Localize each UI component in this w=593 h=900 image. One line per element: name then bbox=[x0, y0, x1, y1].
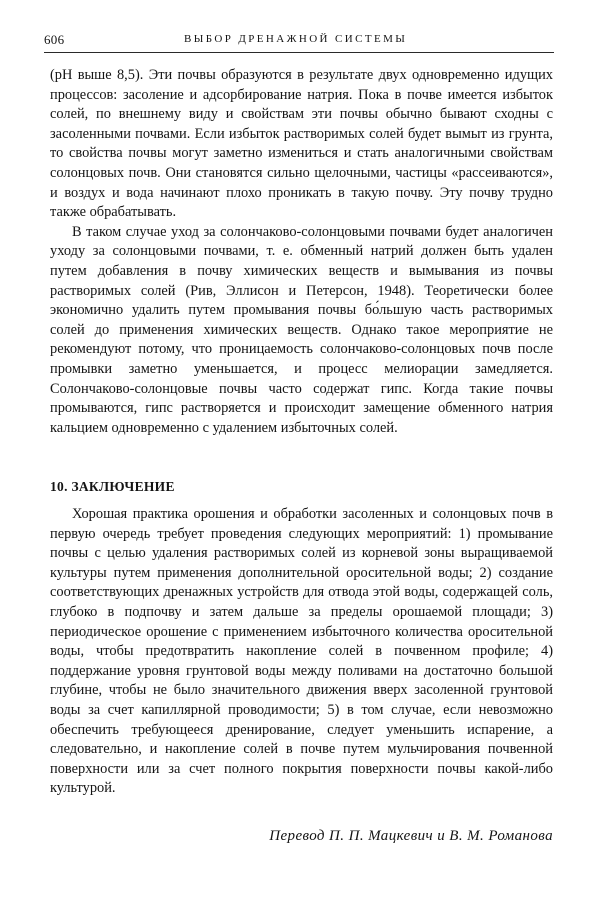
translator-credit: Перевод П. П. Мацкевич и В. М. Романова bbox=[269, 828, 553, 844]
conclusion-paragraph: Хорошая практика орошения и обработки засоленных и солонцовых почв в первую очередь требует проведения следующих мероприятий: 1) промывание почвы с целью удаления растворимых солей из корневой зоны выращиваемой культуры путем применения дополнительной оросительной воды; 2) создание соответствующих дренажных устройств для отвода этой воды, содержащей соль, глубоко в подпочву и затем дальше за пределы орошаемой площади; 3) периодическое орошение с применением избыточного количества оросительной воды, чтобы предотвратить накопление солей в почвенном профиле; 4) поддержание уровня грунтовой воды между поливами на достаточно большой глубине, чтобы не было значительного движения вверх засоленной грунтовой воды за счет капиллярной проводимости; 5) в том случае, если невозможно обеспечить требующееся дренирование, следует уменьшить испарение, а следовательно, и накопление солей в почве путем мульчирования почвенной поверхности или за счет полного покрытия поверхности почвы какой-либо культурой. bbox=[50, 506, 553, 797]
body-text-upper bbox=[50, 66, 553, 438]
running-title: ВЫБОР ДРЕНАЖНОЙ СИСТЕМЫ bbox=[184, 33, 408, 45]
body-text-conclusion bbox=[50, 505, 553, 799]
page-header bbox=[44, 30, 554, 53]
paragraph: В таком случае уход за солончаково-солонцовыми почвами будет аналогичен уходу за солонцовыми почвами, т. е. обменный натрий должен быть удален путем добавления в почву химических веществ и вымывания из почвы растворимых солей (Рив, Эллисон и Петерсон, 1948). Теоретически более экономично удалить путем промывания почвы бо́льшую часть растворимых солей до применения химических веществ. Однако такое мероприятие не рекомендуют потому, что проницаемость солончаково-солонцовых почв после промывки заметно уменьшается, и процесс мелиорации замедляется. Солончаково-солонцовые почвы часто содержат гипс. Когда такие почвы промываются, гипс растворяется и происходит замещение обменного натрия кальцием одновременно с удалением избыточных солей. bbox=[50, 223, 553, 436]
section-heading: 10. ЗАКЛЮЧЕНИЕ bbox=[50, 479, 175, 494]
page-number: 606 bbox=[44, 32, 65, 47]
paragraph-continued: (pH выше 8,5). Эти почвы образуются в результате двух одновременно идущих процессов: засоление и адсорбирование натрия. Пока в почве имеется избыток солей, по внешнему виду и свойствам эти почвы обычно бывают сходны с засоленными почвами. Если избыток растворимых солей будет вымыт из грунта, то свойства почвы могут заметно измениться и стать аналогичными свойствам солонцовых почв. Они становятся сильно щелочными, частицы «рассеиваются», и воздух и вода начинают плохо проникать в такую почву. Эту почву трудно также обрабатывать. bbox=[50, 67, 553, 221]
